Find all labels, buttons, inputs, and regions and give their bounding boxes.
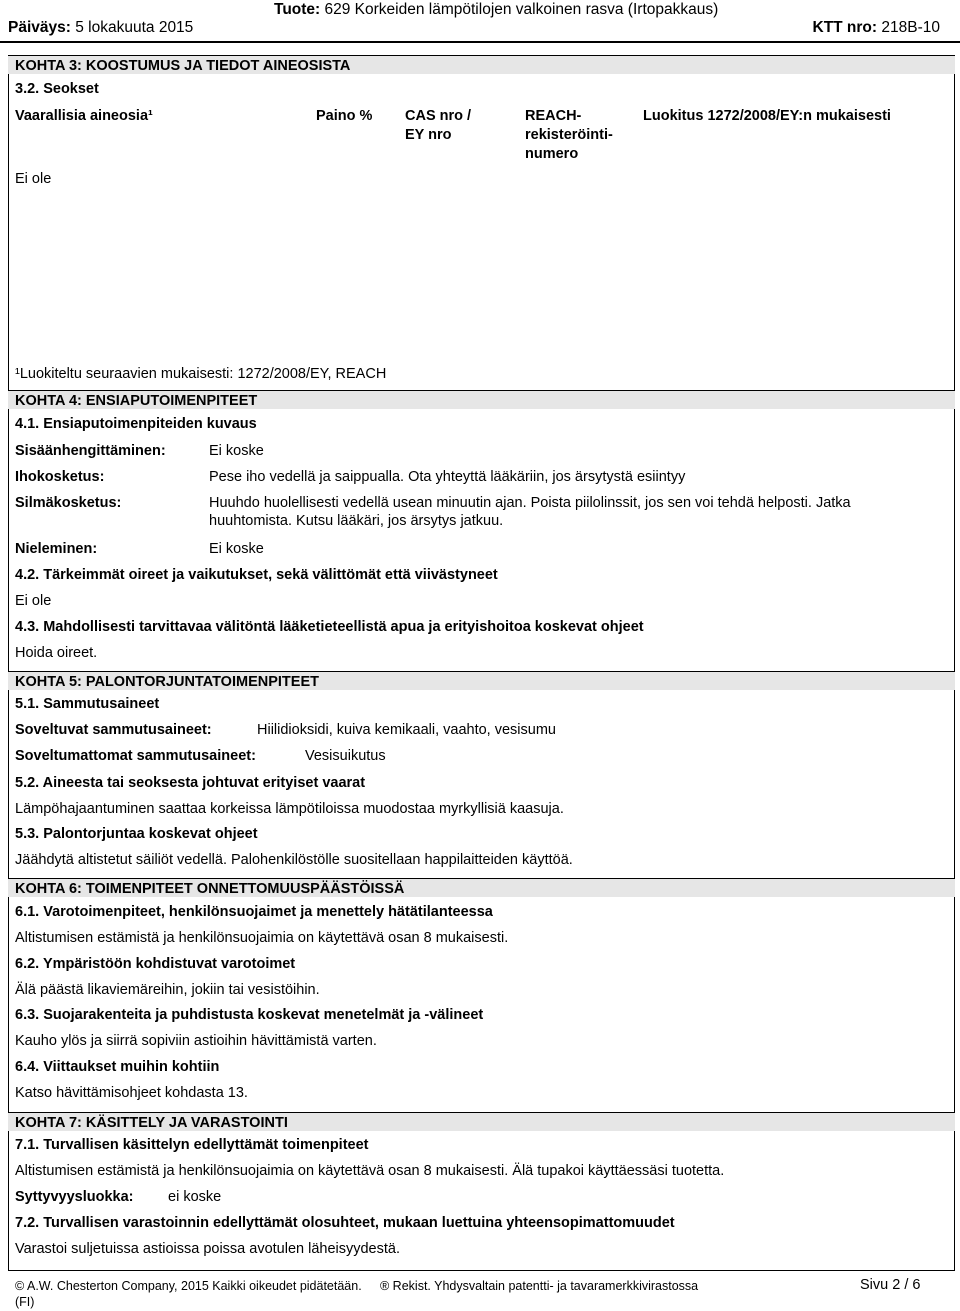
skin-value: Pese iho vedellä ja saippualla. Ota yhteyttä lääkäriin, jos ärsytystä esiintyy — [209, 469, 686, 485]
ktt-value: 218B-10 — [881, 19, 940, 36]
product-header — [274, 1, 718, 19]
flammability-label: Syttyvyysluokka: — [15, 1189, 134, 1205]
section7-sub2-text: Varastoi suljetuissa astioissa poissa avotulen läheisyydestä. — [15, 1241, 400, 1257]
section6-sub2-text: Älä päästä likaviemäreihin, jokiin tai vesistöihin. — [15, 982, 320, 998]
section4-sub3-text: Hoida oireet. — [15, 645, 98, 661]
section5-sub3: 5.3. Palontorjuntaa koskevat ohjeet — [15, 826, 258, 842]
section3-footnote: ¹Luokiteltu seuraavien mukaisesti: 1272/2008/EY, REACH — [15, 366, 387, 382]
section7-sub1-text: Altistumisen estämistä ja henkilönsuojaimia on käytettävä osan 8 mukaisesti. Älä tupakoi käyttäessäsi tuotetta. — [15, 1163, 725, 1179]
section4-sub1: 4.1. Ensiaputoimenpiteiden kuvaus — [15, 416, 257, 432]
ingestion-value: Ei koske — [209, 541, 264, 557]
section6-sub4-text: Katso hävittämisohjeet kohdasta 13. — [15, 1085, 248, 1101]
product-label: Tuote: — [274, 1, 321, 18]
ktt-header — [813, 19, 941, 37]
section5-sub2: 5.2. Aineesta tai seoksesta johtuvat erityiset vaarat — [15, 775, 366, 791]
col-ingredients: Vaarallisia aineosia¹ — [15, 108, 153, 124]
unsuitable-media-label: Soveltumattomat sammutusaineet: — [15, 748, 256, 764]
section6-title: KOHTA 6: TOIMENPITEET ONNETTOMUUSPÄÄSTÖISSÄ — [15, 881, 405, 897]
section4-title: KOHTA 4: ENSIAPUTOIMENPITEET — [15, 393, 258, 409]
col-weight: Paino % — [316, 108, 373, 124]
section4-sub3: 4.3. Mahdollisesti tarvittavaa välitöntä lääketieteellistä apua ja erityishoitoa koskevat ohjeet — [15, 619, 644, 635]
suitable-media-label: Soveltuvat sammutusaineet: — [15, 722, 212, 738]
eye-value-line2: huuhtomista. Kutsu lääkäri, jos ärsytys jatkuu. — [209, 513, 504, 529]
ktt-label: KTT nro: — [812, 19, 878, 36]
inhalation-value: Ei koske — [209, 443, 264, 459]
section5-title: KOHTA 5: PALONTORJUNTATOIMENPITEET — [15, 674, 319, 690]
section6-sub4: 6.4. Viittaukset muihin kohtiin — [15, 1059, 220, 1075]
eye-value-line1: Huuhdo huolellisesti vedellä usean minuutin ajan. Poista piilolinssit, jos sen voi tehdä helposti. Jatka — [209, 495, 851, 511]
date-label: Päiväys: — [8, 19, 71, 36]
ingestion-label: Nieleminen: — [15, 541, 98, 557]
section6-sub1-text: Altistumisen estämistä ja henkilönsuojaimia on käytettävä osan 8 mukaisesti. — [15, 930, 509, 946]
section6-sub3-text: Kauho ylös ja siirrä sopiviin astioihin hävittämistä varten. — [15, 1033, 377, 1049]
section6-sub3: 6.3. Suojarakenteita ja puhdistusta koskevat menetelmät ja -välineet — [15, 1007, 484, 1023]
section5-sub3-text: Jäähdytä altistetut säiliöt vedellä. Palohenkilöstölle suositellaan happilaitteiden käyttöä. — [15, 852, 573, 868]
col-reach-2: rekisteröinti- — [525, 127, 613, 143]
col-classification: Luokitus 1272/2008/EY:n mukaisesti — [643, 108, 891, 124]
section7-title: KOHTA 7: KÄSITTELY JA VARASTOINTI — [15, 1115, 288, 1131]
col-ey: EY nro — [405, 127, 452, 143]
footer-trademark: ® Rekist. Yhdysvaltain patentti- ja tavaramerkkivirastossa — [380, 1279, 699, 1293]
header-rule — [0, 41, 960, 43]
ingredients-none: Ei ole — [15, 171, 52, 187]
product-name: 629 Korkeiden lämpötilojen valkoinen rasva (Irtopakkaus) — [324, 1, 719, 18]
eye-label: Silmäkosketus: — [15, 495, 122, 511]
suitable-media-value: Hiilidioksidi, kuiva kemikaali, vaahto, vesisumu — [257, 722, 556, 738]
section6-sub1: 6.1. Varotoimenpiteet, henkilönsuojaimet ja menettely hätätilanteessa — [15, 904, 493, 920]
flammability-value: ei koske — [168, 1189, 222, 1205]
col-cas: CAS nro / — [405, 108, 472, 124]
section4-sub2-text: Ei ole — [15, 593, 52, 609]
col-reach-3: numero — [525, 146, 579, 162]
col-reach-1: REACH- — [525, 108, 582, 124]
section7-sub2: 7.2. Turvallisen varastoinnin edellyttämät olosuhteet, mukaan luettuina yhteensopimattomuudet — [15, 1215, 675, 1231]
unsuitable-media-value: Vesisuikutus — [305, 748, 386, 764]
section5-sub2-text: Lämpöhajaantuminen saattaa korkeissa lämpötiloissa muodostaa myrkyllisiä kaasuja. — [15, 801, 564, 817]
footer-copyright: © A.W. Chesterton Company, 2015 Kaikki oikeudet pidätetään. — [15, 1279, 362, 1293]
date-value: 5 lokakuuta 2015 — [75, 19, 194, 36]
section7-sub1: 7.1. Turvallisen käsittelyn edellyttämät toimenpiteet — [15, 1137, 369, 1153]
page-number: Sivu 2 / 6 — [860, 1277, 921, 1293]
section3-sub: 3.2. Seokset — [15, 81, 99, 97]
section4-sub2: 4.2. Tärkeimmät oireet ja vaikutukset, sekä välittömät että viivästyneet — [15, 567, 498, 583]
footer-rule — [8, 1270, 955, 1271]
date-header — [8, 19, 193, 37]
inhalation-label: Sisäänhengittäminen: — [15, 443, 166, 459]
section3-title: KOHTA 3: KOOSTUMUS JA TIEDOT AINEOSISTA — [15, 58, 351, 74]
section5-sub1: 5.1. Sammutusaineet — [15, 696, 160, 712]
footer-language: (FI) — [15, 1295, 35, 1309]
section6-sub2: 6.2. Ympäristöön kohdistuvat varotoimet — [15, 956, 296, 972]
skin-label: Ihokosketus: — [15, 469, 105, 485]
